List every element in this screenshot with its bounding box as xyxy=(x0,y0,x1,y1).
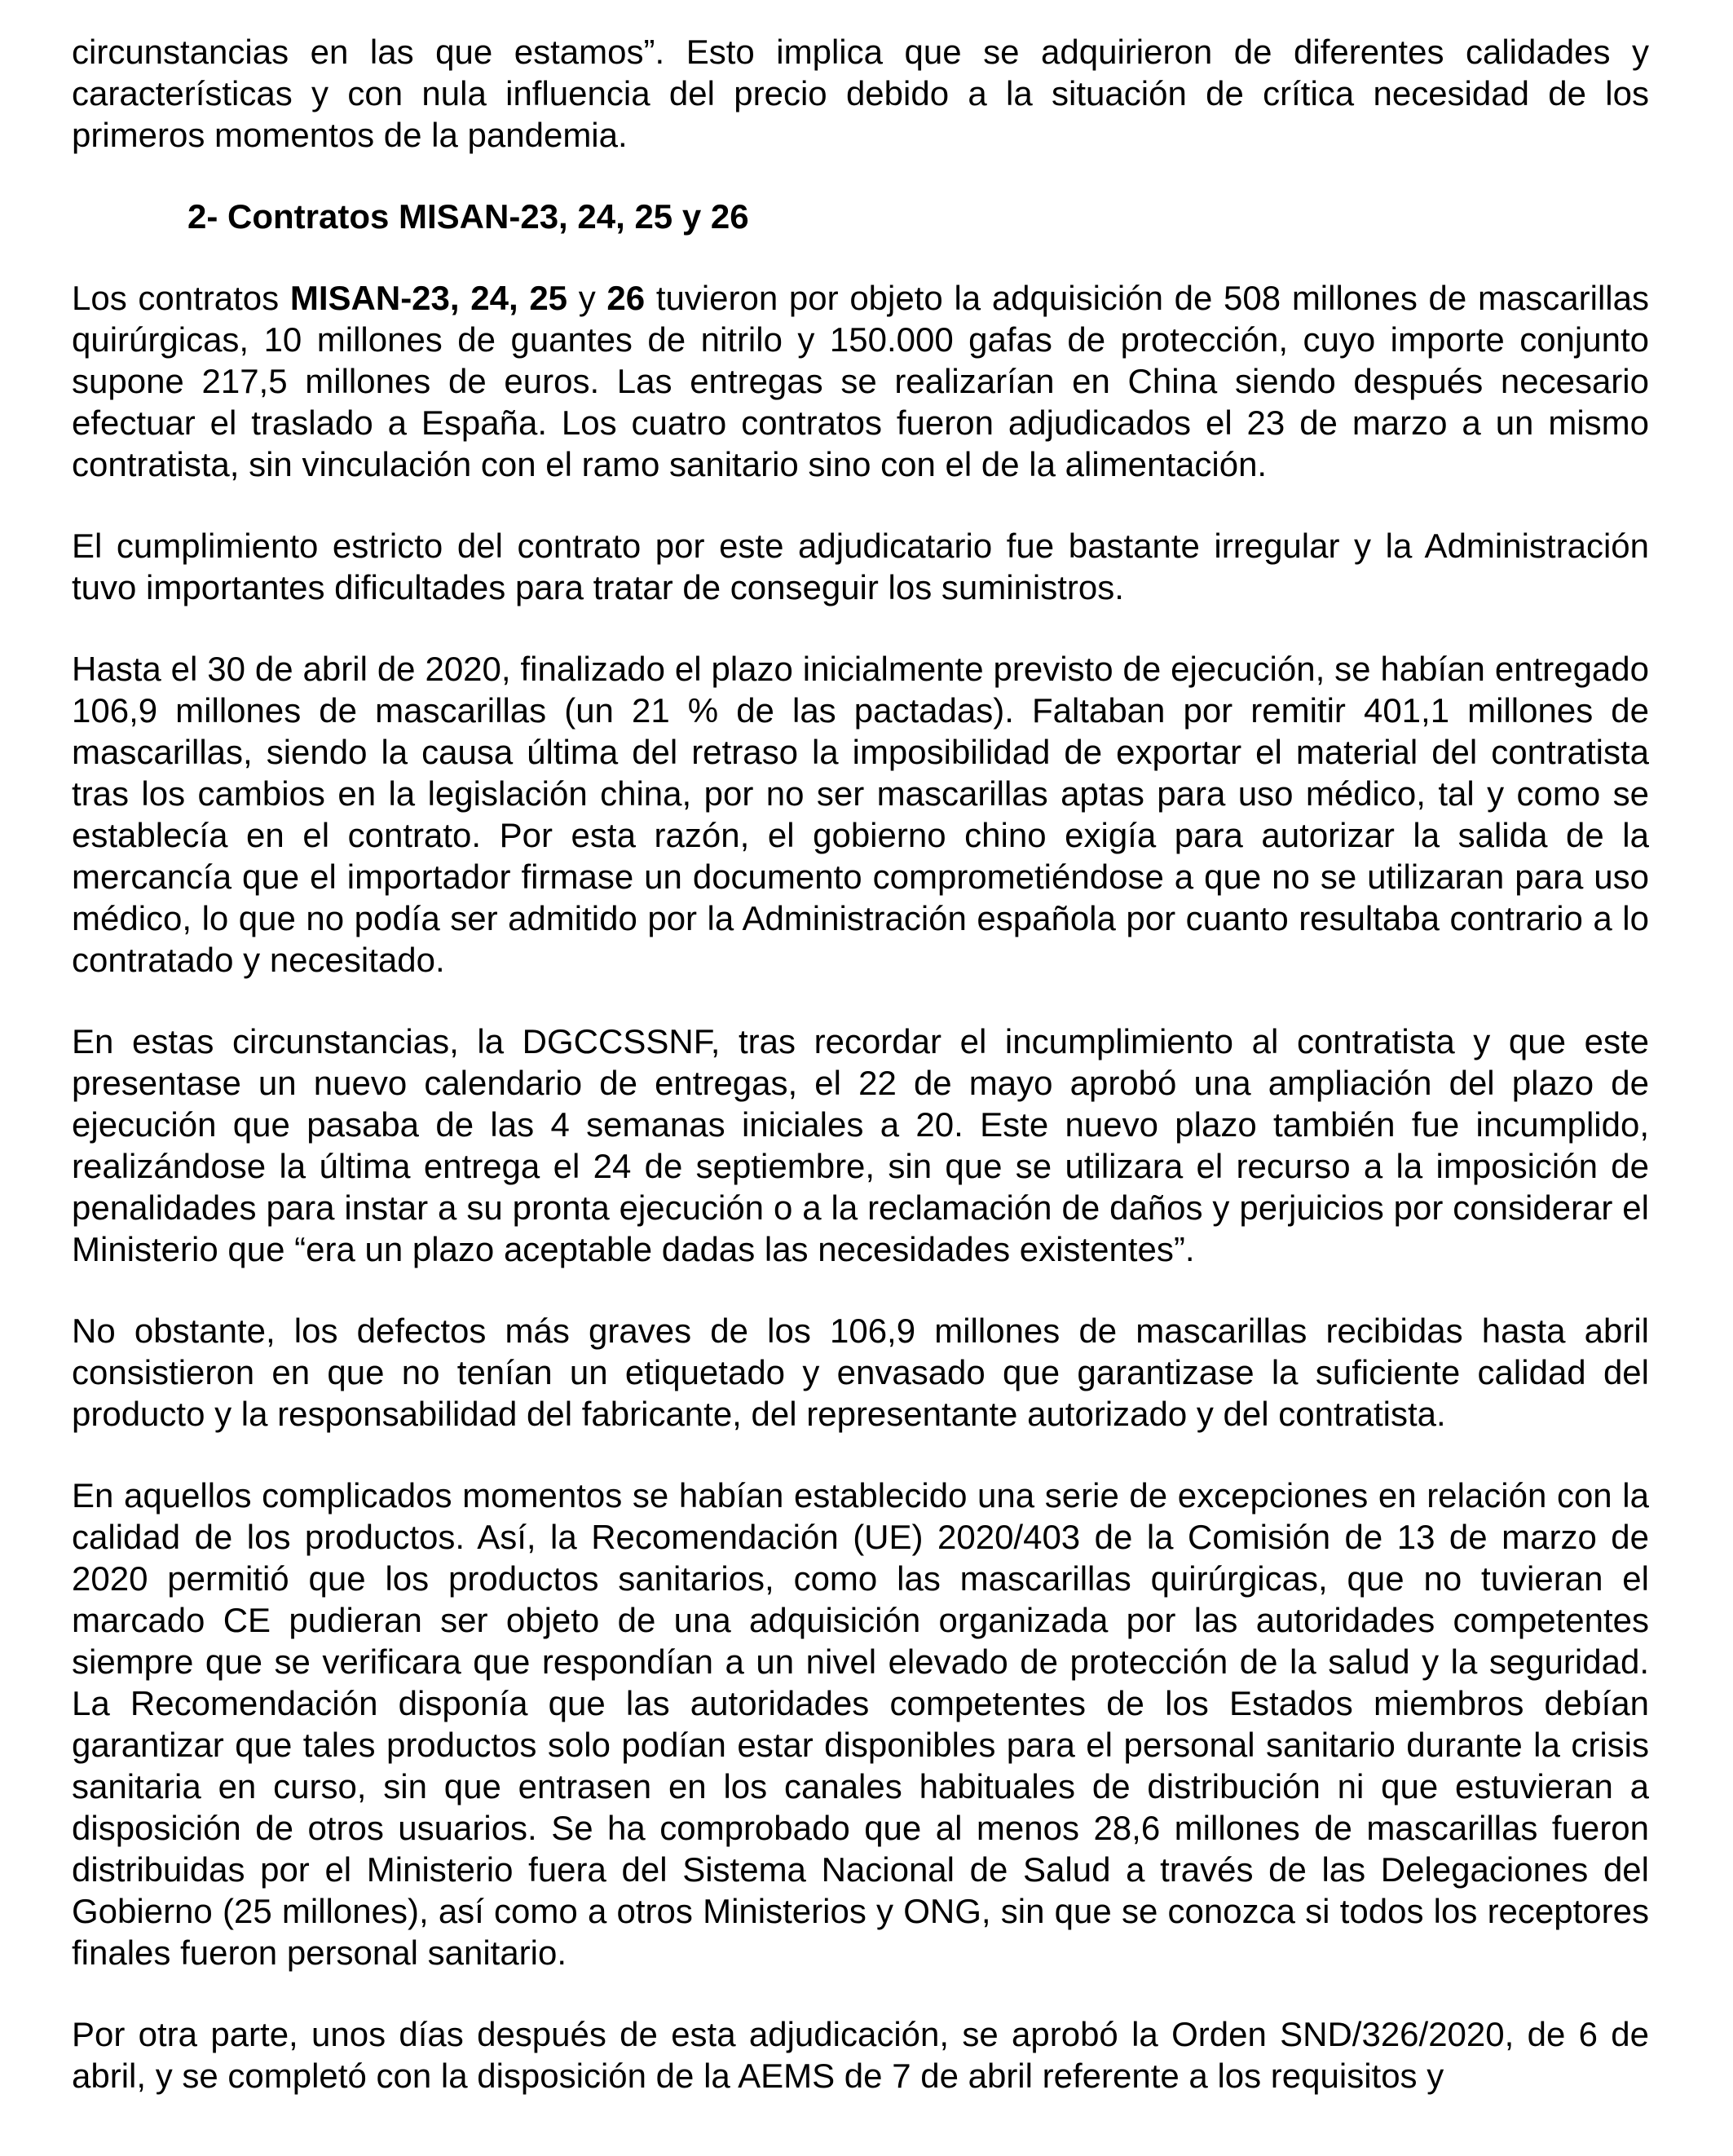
paragraph-intro: circunstancias en las que estamos”. Esto implica que se adquirieron de diferentes calidades y características y con nula influencia del precio debido a la situación de crítica necesidad de los primeros momentos de la pandemia. xyxy=(72,33,1649,154)
contracts-lead-text: Los contratos xyxy=(72,279,290,317)
paragraph-april: Hasta el 30 de abril de 2020, finalizado el plazo inicialmente previsto de ejecución, se habían entregado 106,9 millones de mascarillas (un 21 % de las pactadas). Faltaban por remitir 401,1 millones de mascarillas, siendo la causa última del retraso la imposibilidad de exportar el material del contratista tras los cambios en la legislación china, por no ser mascarillas aptas para uso médico, tal y como se establecía en el contrato. Por esta razón, el gobierno chino exigía para autorizar la salida de la mercancía que el importador firmase un documento comprometiéndose a que no se utilizaran para uso médico, lo que no podía ser admitido por la Administración española por cuanto resultaba contrario a lo contratado y necesitado. xyxy=(72,650,1649,979)
contracts-and-text: y xyxy=(567,279,607,317)
paragraph-circumstances: En estas circunstancias, la DGCCSSNF, tras recordar el incumplimiento al contratista y que este presentase un nuevo calendario de entregas, el 22 de mayo aprobó una ampliación del plazo de ejecución que pasaba de las 4 semanas iniciales a 20. Este nuevo plazo también fue incumplido, realizándose la última entrega el 24 de septiembre, sin que se utilizara el recurso a la imposición de penalidades para instar a su pronta ejecución o a la reclamación de daños y perjuicios por considerar el Ministerio que “era un plazo aceptable dadas las necesidades existentes”. xyxy=(72,1022,1649,1268)
paragraph-defects: No obstante, los defectos más graves de los 106,9 millones de mascarillas recibidas hasta abril consistieron en que no tenían un etiquetado y envasado que garantizase la suficiente calidad del producto y la responsabilidad del fabricante, del representante autorizado y del contratista. xyxy=(72,1312,1649,1433)
contracts-rest-text: tuvieron por objeto la adquisición de 508 millones de mascarillas quirúrgicas, 10 millones de guantes de nitrilo y 150.000 gafas de protección, cuyo importe conjunto supone 217,5 millones de euros. Las entregas se realizarían en China siendo después necesario efectuar el traslado a España. Los cuatro contratos fueron adjudicados el 23 de marzo a un mismo contratista, sin vinculación con el ramo sanitario sino con el de la alimentación. xyxy=(72,279,1649,483)
contracts-bold-25: 25 xyxy=(529,279,568,317)
contracts-space xyxy=(518,279,530,317)
section-heading: 2- Contratos MISAN-23, 24, 25 y 26 xyxy=(187,197,749,236)
contracts-bold-26: 26 xyxy=(606,279,646,317)
paragraph-order: Por otra parte, unos días después de esta adjudicación, se aprobó la Orden SND/326/2020, de 6 de abril, y se completó con la disposición de la AEMS de 7 de abril referente a los requisitos y xyxy=(72,2015,1649,2095)
document-page xyxy=(72,31,1649,2136)
paragraph-exceptions: En aquellos complicados momentos se habían establecido una serie de excepciones en relación con la calidad de los productos. Así, la Recomendación (UE) 2020/403 de la Comisión de 13 de marzo de 2020 permitió que los productos sanitarios, como las mascarillas quirúrgicas, que no tuvieran el marcado CE pudieran ser objeto de una adquisición organizada por las autoridades competentes siempre que se verificara que respondían a un nivel elevado de protección de la salud y la seguridad. La Recomendación disponía que las autoridades competentes de los Estados miembros debían garantizar que tales productos solo podían estar disponibles para el personal sanitario durante la crisis sanitaria en curso, sin que entrasen en los canales habituales de distribución ni que estuvieran a disposición de otros usuarios. Se ha comprobado que al menos 28,6 millones de mascarillas fueron distribuidas por el Ministerio fuera del Sistema Nacional de Salud a través de las Delegaciones del Gobierno (25 millones), así como a otros Ministerios y ONG, sin que se conozca si todos los receptores finales fueron personal sanitario. xyxy=(72,1476,1649,1972)
paragraph-contracts xyxy=(72,277,1649,485)
paragraph-compliance: El cumplimiento estricto del contrato por este adjudicatario fue bastante irregular y la Administración tuvo importantes dificultades para tratar de conseguir los suministros. xyxy=(72,527,1649,606)
contracts-bold-ids: MISAN-23, 24, xyxy=(289,279,518,317)
